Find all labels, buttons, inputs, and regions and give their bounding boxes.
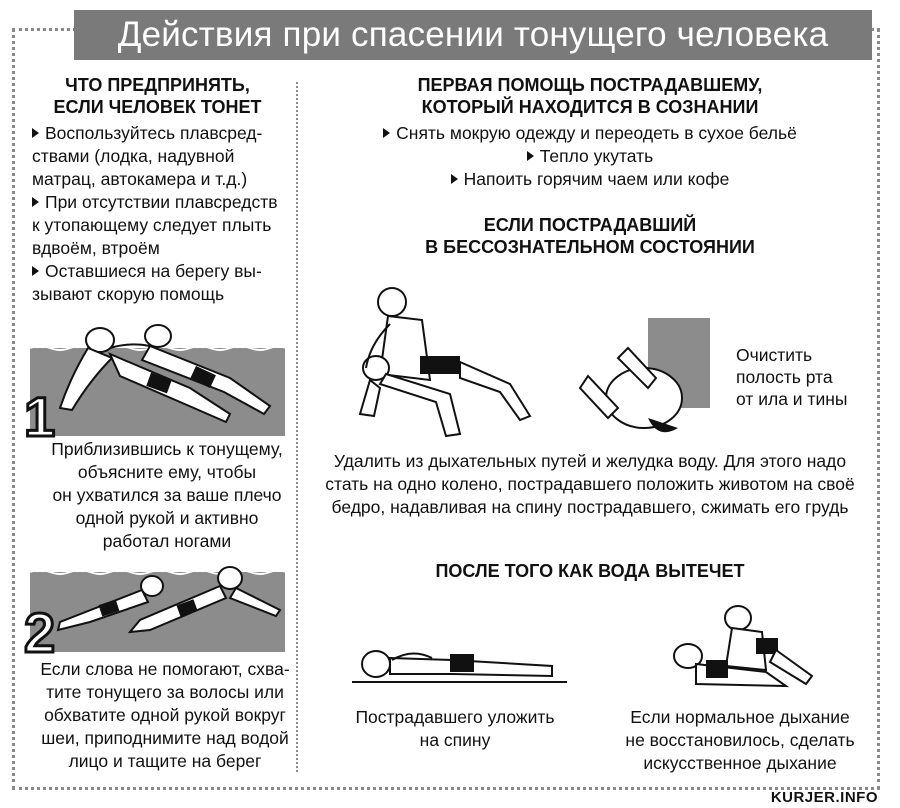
instructions-line3: бедро, надавливая на спину пострадавшего, сжимать его грудь xyxy=(331,497,849,517)
rescuer-head xyxy=(378,288,406,316)
instructions-line2: стать на одно колено, пострадавшего положить животом на своё xyxy=(325,474,855,494)
step1-line5: работал ногами xyxy=(102,531,232,551)
first-aid-heading xyxy=(300,74,880,118)
step1-line3: он ухватился за ваше плечо xyxy=(52,485,282,505)
step-number-1: 1 xyxy=(24,385,56,448)
left-bullet-2-line3: вдвоём, втроём xyxy=(32,238,160,258)
after-caption-right xyxy=(610,706,870,775)
step-number-2: 2 xyxy=(24,601,56,664)
left-bullet-3-line1: Оставшиеся на берегу вы- xyxy=(32,260,297,283)
mouth-caption xyxy=(736,344,876,410)
lying-on-back-illustration xyxy=(352,630,567,690)
first-aid-bullets xyxy=(300,122,880,191)
first-aid-bullet-2: Тепло укутать xyxy=(300,145,880,168)
after-caption-left-line1: Пострадавшего уложить xyxy=(355,707,555,727)
mouth-caption-line1: Очистить xyxy=(736,345,813,365)
page-title: Действия при спасении тонущего человека xyxy=(74,10,872,60)
step2-line5: лицо и тащите на берег xyxy=(68,751,262,771)
left-heading-line1: ЧТО ПРЕДПРИНЯТЬ, xyxy=(65,75,250,95)
swimmer-head-2 xyxy=(145,325,171,347)
instructions-line1: Удалить из дыхательных путей и желудка воду. Для этого надо xyxy=(333,451,847,471)
unconscious-heading-line1: ЕСЛИ ПОСТРАДАВШИЙ xyxy=(483,215,697,235)
rescuer-shorts xyxy=(420,356,460,374)
left-bullet-2-line1: При отсутствии плавсредств xyxy=(32,191,297,214)
left-heading xyxy=(20,74,295,118)
unconscious-instructions xyxy=(300,450,880,519)
after-caption-right-line3: искусственное дыхание xyxy=(643,753,837,773)
step2-line1: Если слова не помогают, схва- xyxy=(40,659,290,679)
after-caption-left xyxy=(330,706,580,752)
step2-line4: шеи, приподнимите над водой xyxy=(41,728,289,748)
unconscious-heading xyxy=(300,214,880,258)
after-caption-left-line2: на спину xyxy=(419,730,491,750)
artificial-respiration-illustration xyxy=(666,600,816,692)
source-credit: KURJER.INFO xyxy=(770,789,878,806)
step1-line2: объясните ему, чтобы xyxy=(77,462,257,482)
left-bullet-2-line2: к утопающему следует плыть xyxy=(32,215,272,235)
step1-text xyxy=(36,438,298,553)
after-caption-right-line2: не восстановилось, сделать xyxy=(625,730,855,750)
victim-shorts-lying xyxy=(450,654,474,672)
step1-line4: одной рукой и активно xyxy=(75,508,259,528)
first-aid-heading-line1: ПЕРВАЯ ПОМОЩЬ ПОСТРАДАВШЕМУ, xyxy=(417,75,763,95)
clear-mouth-illustration xyxy=(578,318,728,440)
step2-line3: обхватите одной рукой вокруг xyxy=(44,705,286,725)
first-aid-heading-line2: КОТОРЫЙ НАХОДИТСЯ В СОЗНАНИИ xyxy=(421,97,759,117)
left-bullet-1-line2: ствами (лодка, надувной xyxy=(32,146,235,166)
mouth-caption-line2: полость рта xyxy=(736,367,833,387)
step1-line1: Приблизившись к тонущему, xyxy=(51,439,283,459)
left-bullet-1-line1: Воспользуйтесь плавсред- xyxy=(32,122,297,145)
left-bullet-3-line2: зывают скорую помощь xyxy=(32,284,225,304)
unconscious-heading-line2: В БЕССОЗНАТЕЛЬНОМ СОСТОЯНИИ xyxy=(425,237,755,257)
left-bullets xyxy=(32,122,297,306)
rescuer-head-2 xyxy=(725,606,751,630)
first-aid-bullet-1: Снять мокрую одежду и переодеть в сухое бельё xyxy=(300,122,880,145)
after-caption-right-line1: Если нормальное дыхание xyxy=(630,707,850,727)
swimmers-illustration-1 xyxy=(30,318,285,436)
mouth-caption-line3: от ила и тины xyxy=(736,389,848,409)
after-heading: ПОСЛЕ ТОГО КАК ВОДА ВЫТЕЧЕТ xyxy=(435,561,745,581)
left-bullet-1-line3: матрац, автокамера и т.д.) xyxy=(32,169,248,189)
swimmers-illustration-2 xyxy=(30,558,285,652)
left-heading-line2: ЕСЛИ ЧЕЛОВЕК ТОНЕТ xyxy=(53,97,262,117)
step2-line2: тите тонущего за волосы или xyxy=(46,682,284,702)
victim-head-lying xyxy=(362,651,390,677)
first-aid-bullet-3: Напоить горячим чаем или кофе xyxy=(300,168,880,191)
step2-text xyxy=(32,658,298,773)
draining-water-illustration xyxy=(340,284,560,444)
swimmer-head-4 xyxy=(218,567,242,589)
